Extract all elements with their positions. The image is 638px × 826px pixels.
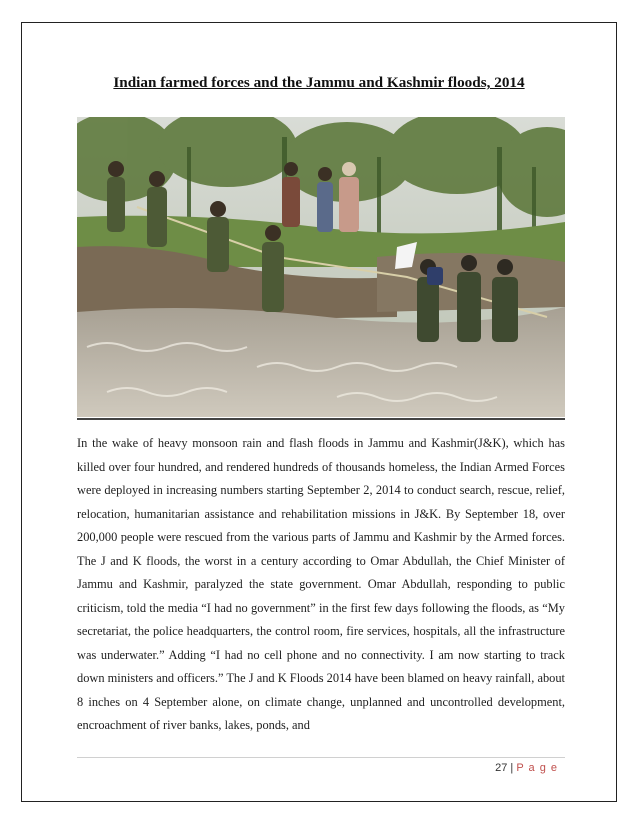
flood-rescue-photo <box>77 117 565 417</box>
page-footer <box>495 762 558 774</box>
footer-separator: | <box>510 762 514 774</box>
page-number: 27 <box>495 762 508 774</box>
page-title: Indian farmed forces and the Jammu and Kashmir floods, 2014 <box>113 74 525 91</box>
page-label: P a g e <box>516 762 558 774</box>
body-paragraph: In the wake of heavy monsoon rain and flash floods in Jammu and Kashmir(J&K), which has killed over four hundred, and rendered hundreds of thousands homeless, the Indian Armed Forces were deployed in increasing numbers starting September 2, 2014 to conduct search, rescue, relief, relocation, humanitarian assistance and rehabilitation missions in J&K. By September 18, over 200,000 people were rescued from the various parts of Jammu and Kashmir by the Armed forces. The J and K floods, the worst in a century according to Omar Abdullah, the Chief Minister of Jammu and Kashmir, paralyzed the state government. Omar Abdullah, responding to public criticism, told the media “I had no government” in the first few days following the floods, as “My secretariat, the police headquarters, the control room, fire services, hospitals, all the infrastructure was underwater.” Adding “I had no cell phone and no connectivity. I am now starting to track down ministers and officers.” The J and K Floods 2014 have been blamed on heavy rainfall, about 8 inches on 4 September alone, on climate change, unplanned and uncontrolled development, encroachment of river banks, lakes, ponds, and <box>77 436 565 732</box>
photo-divider <box>77 418 565 420</box>
footer-divider <box>77 757 565 758</box>
